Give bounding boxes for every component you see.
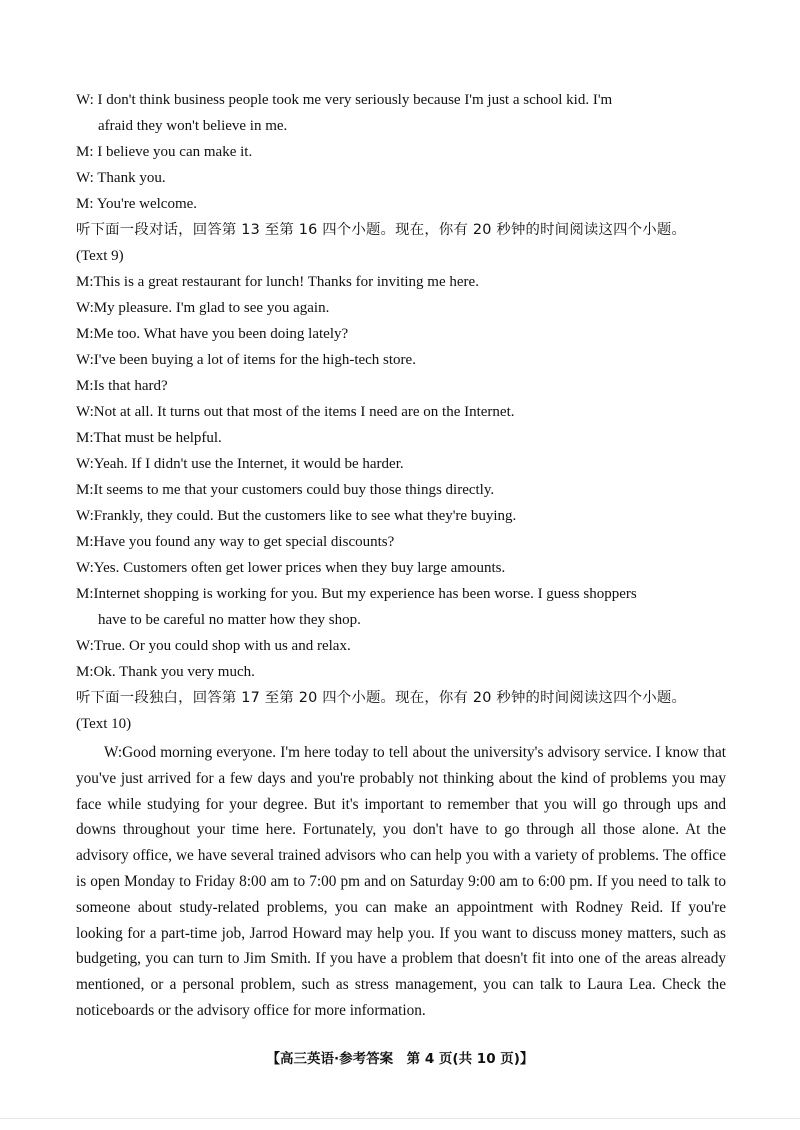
dialogue-line: W:Yeah. If I didn't use the Internet, it would be harder. [76,456,404,472]
dialogue-line: M:It seems to me that your customers could buy those things directly. [76,482,495,498]
page-footer: 【高三英语·参考答案 第 4 页(共 10 页)】 [266,1051,534,1067]
dialogue-line: W: Thank you. [76,170,166,186]
section-instruction: 听下面一段对话，回答第 13 至第 16 四个小题。现在，你有 20 秒钟的时间阅读这四个小题。 [76,222,687,238]
dialogue-line: M:Ok. Thank you very much. [76,664,255,680]
monologue-paragraph: W:Good morning everyone. I'm here today to tell about the university's advisory service. I know that you've just arrived for a few days and you're probably not thinking about the kind of problems you may face while studying for your degree. But it's important to remember that you will go through ups and downs throughout your time here. Fortunately, you don't have to go through all those alone. At the advisory office, we have several trained advisors who can help you with a variety of problems. The office is open Monday to Friday 8:00 am to 7:00 pm and on Saturday 9:00 am to 6:00 pm. If you need to talk to someone about study-related problems, you can make an appointment with Rodney Reid. If you're looking for a part-time job, Jarrod Howard may help you. If you want to discuss money matters, such as budgeting, you can turn to Jim Smith. If you have a problem that doesn't fit into one of the areas already mentioned, or a personal problem, such as stress management, you can talk to Laura Lea. Check the noticeboards or the advisory office for more information. [76,744,726,1019]
dialogue-line: M:Have you found any way to get special discounts? [76,534,395,550]
bottom-divider [0,1118,800,1119]
dialogue-line: W:Yes. Customers often get lower prices when they buy large amounts. [76,560,506,576]
dialogue-line: M:Is that hard? [76,378,168,394]
dialogue-line: M: You're welcome. [76,196,198,212]
dialogue-line: M:That must be helpful. [76,430,222,446]
dialogue-line: M: I believe you can make it. [76,144,253,160]
dialogue-line: M:Me too. What have you been doing lately? [76,326,349,342]
text-heading: (Text 10) [76,716,132,732]
dialogue-line: W: I don't think business people took me very seriously because I'm just a school kid. I'm [76,92,613,108]
text-heading: (Text 9) [76,248,124,264]
dialogue-line-continued: afraid they won't believe in me. [98,118,288,134]
dialogue-line-continued: have to be careful no matter how they shop. [98,612,361,628]
dialogue-line: W:Frankly, they could. But the customers like to see what they're buying. [76,508,517,524]
dialogue-line: M:Internet shopping is working for you. But my experience has been worse. I guess shoppers [76,586,637,602]
dialogue-line: W:I've been buying a lot of items for the high-tech store. [76,352,416,368]
section-instruction: 听下面一段独白，回答第 17 至第 20 四个小题。现在，你有 20 秒钟的时间阅读这四个小题。 [76,690,687,706]
dialogue-line: W:Not at all. It turns out that most of the items I need are on the Internet. [76,404,515,420]
dialogue-line: W:My pleasure. I'm glad to see you again. [76,300,330,316]
dialogue-line: M:This is a great restaurant for lunch! Thanks for inviting me here. [76,274,479,290]
dialogue-line: W:True. Or you could shop with us and relax. [76,638,351,654]
